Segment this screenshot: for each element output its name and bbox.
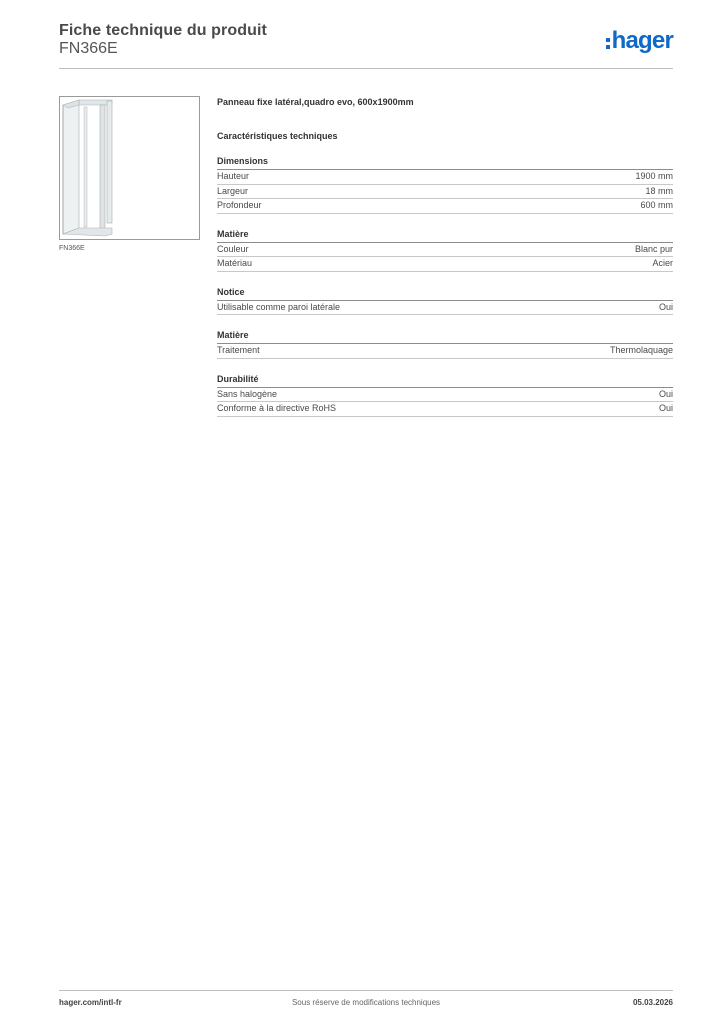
spec-row — [217, 402, 673, 417]
spec-row — [217, 199, 673, 214]
spec-group — [217, 286, 673, 316]
spec-value: 600 mm — [640, 200, 673, 210]
page-footer — [59, 998, 673, 1010]
footer-date: 05.03.2026 — [632, 998, 673, 1007]
product-name: Panneau fixe latéral,quadro evo, 600x1900mm — [217, 97, 414, 107]
cabinet-frame-icon — [60, 97, 201, 241]
product-image-frame — [59, 96, 200, 240]
product-reference: FN366E — [59, 40, 118, 57]
spec-label: Traitement — [217, 345, 260, 355]
spec-row — [217, 185, 673, 200]
header-divider — [59, 68, 673, 69]
spec-row — [217, 344, 673, 359]
spec-label: Couleur — [217, 243, 249, 254]
section-title: Caractéristiques techniques — [217, 131, 338, 141]
footer-divider — [59, 990, 673, 991]
footer-notice: Sous réserve de modifications techniques — [291, 998, 441, 1007]
spec-row — [217, 301, 673, 316]
logo-text: hager — [611, 27, 673, 54]
image-caption: FN366E — [59, 245, 85, 252]
spec-group-title: Matière — [217, 228, 673, 243]
spec-group — [217, 228, 673, 272]
spec-label: Hauteur — [217, 171, 250, 181]
logo-colon-icon — [606, 38, 610, 49]
spec-label: Utilisable comme paroi latérale — [217, 301, 341, 312]
spec-label: Conforme à la directive RoHS — [217, 403, 337, 413]
spec-groups — [217, 155, 673, 417]
spec-value: Oui — [658, 403, 673, 413]
spec-group — [217, 155, 673, 214]
spec-value: Oui — [658, 301, 673, 312]
spec-label: Matériau — [217, 258, 253, 268]
spec-value: Blanc pur — [634, 243, 673, 254]
spec-group — [217, 373, 673, 417]
spec-group-title: Matière — [217, 329, 673, 344]
spec-label: Profondeur — [217, 200, 262, 210]
spec-group-title: Notice — [217, 286, 673, 301]
hager-logo — [606, 28, 673, 54]
spec-value: Thermolaquage — [609, 345, 673, 355]
spec-row — [217, 243, 673, 258]
spec-group-title: Dimensions — [217, 155, 673, 170]
spec-value: 1900 mm — [635, 171, 673, 181]
spec-row — [217, 257, 673, 272]
spec-value: Oui — [658, 388, 673, 399]
spec-value: 18 mm — [645, 185, 673, 196]
spec-value: Acier — [652, 258, 673, 268]
spec-group — [217, 329, 673, 359]
spec-row — [217, 388, 673, 403]
page-title: Fiche technique du produit — [59, 22, 267, 39]
spec-group-title: Durabilité — [217, 373, 673, 388]
spec-row — [217, 170, 673, 185]
spec-label: Largeur — [217, 185, 249, 196]
product-details — [217, 96, 673, 417]
spec-label: Sans halogène — [217, 388, 278, 399]
footer-website[interactable]: hager.com/intl-fr — [59, 998, 122, 1007]
page-header — [59, 20, 673, 70]
